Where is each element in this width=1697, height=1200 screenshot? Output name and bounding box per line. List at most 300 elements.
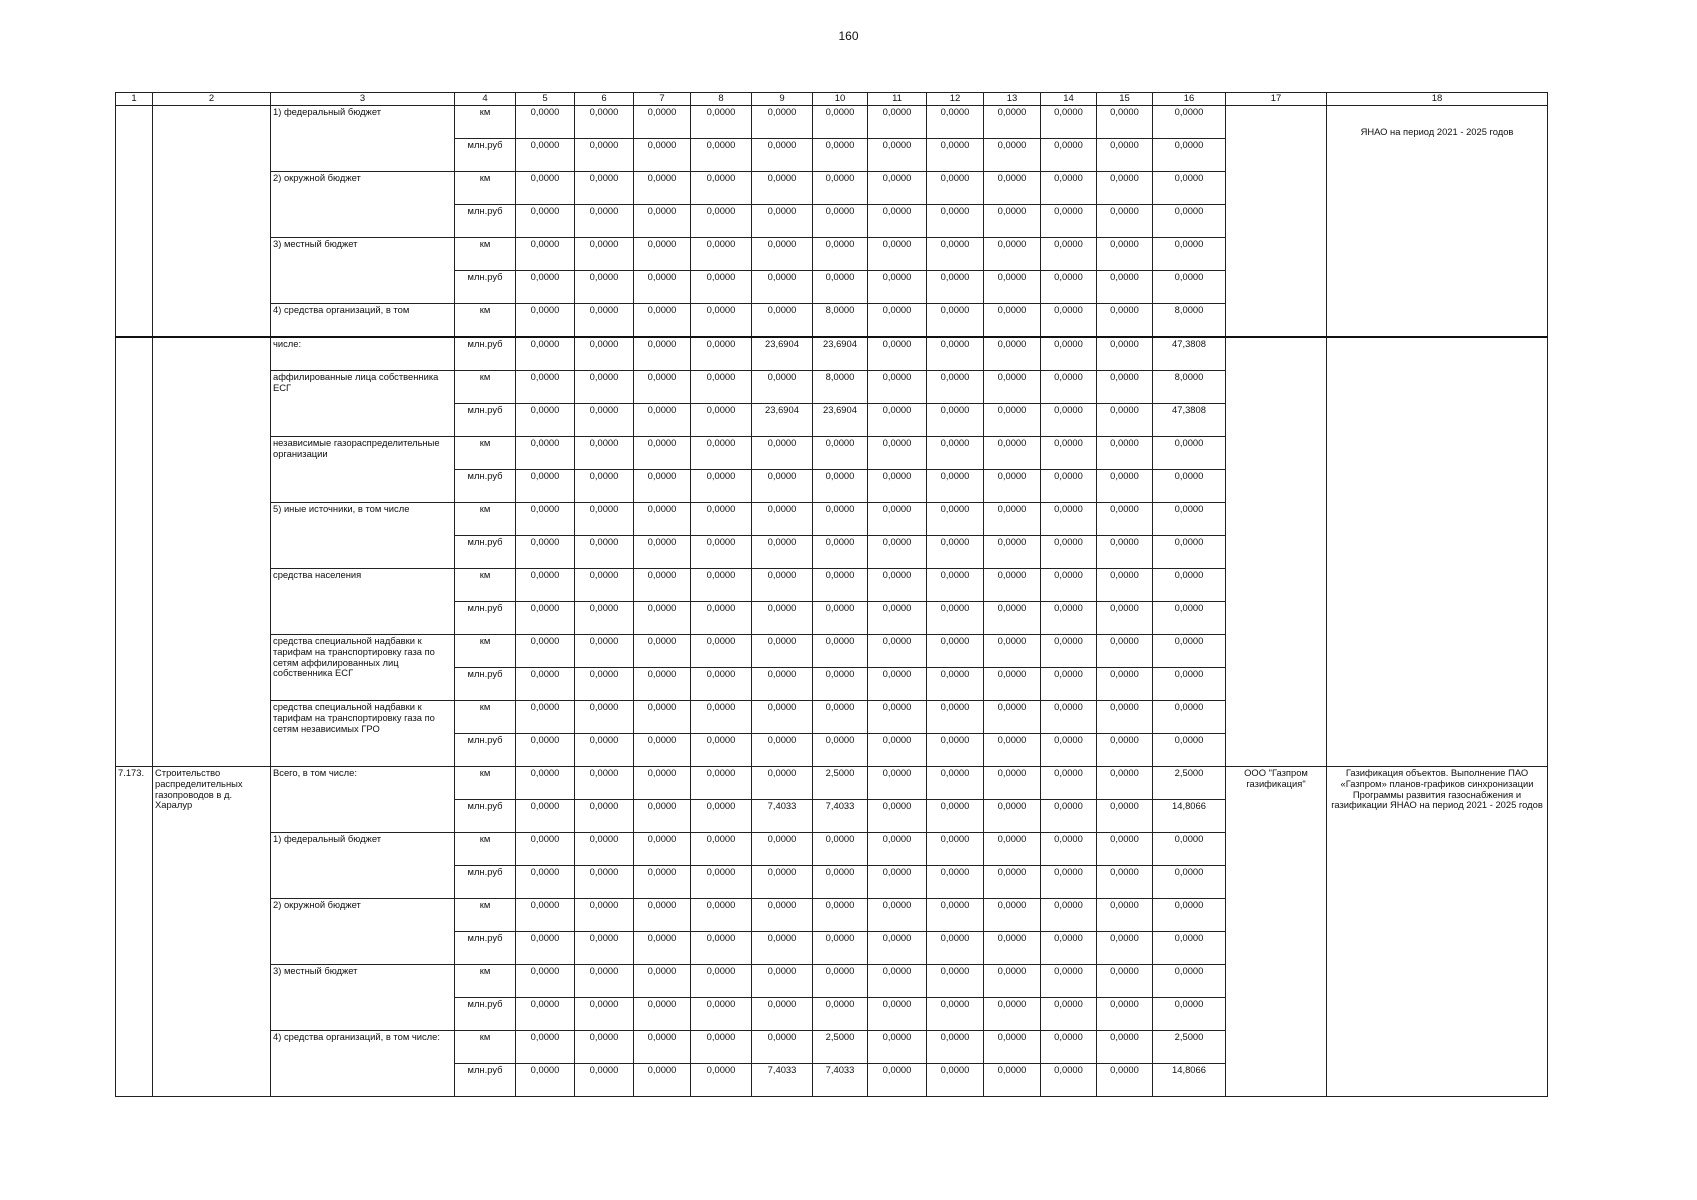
column-header-9: 9: [752, 93, 813, 106]
value-cell: 0,0000: [634, 965, 691, 998]
value-cell: 0,0000: [691, 271, 752, 304]
value-cell: 47,3808: [1153, 404, 1226, 437]
unit-cell: млн.руб: [455, 602, 516, 635]
value-cell: 0,0000: [1041, 635, 1097, 668]
value-cell: 0,0000: [984, 139, 1041, 172]
value-cell: 0,0000: [1153, 899, 1226, 932]
value-cell: 7,4033: [813, 1064, 868, 1097]
funding-source-label: средства населения: [271, 569, 455, 635]
value-cell: 0,0000: [691, 371, 752, 404]
value-cell: 0,0000: [1041, 371, 1097, 404]
value-cell: 0,0000: [575, 536, 634, 569]
value-cell: 0,0000: [927, 470, 984, 503]
value-cell: 0,0000: [1041, 503, 1097, 536]
column-header-5: 5: [516, 93, 575, 106]
value-cell: 0,0000: [868, 569, 927, 602]
value-cell: 0,0000: [984, 701, 1041, 734]
value-cell: 0,0000: [1041, 337, 1097, 371]
value-cell: 14,8066: [1153, 800, 1226, 833]
value-cell: 0,0000: [752, 668, 813, 701]
value-cell: 0,0000: [752, 965, 813, 998]
value-cell: 0,0000: [927, 337, 984, 371]
value-cell: 47,3808: [1153, 337, 1226, 371]
value-cell: 0,0000: [1153, 965, 1226, 998]
column-header-18: 18: [1327, 93, 1548, 106]
value-cell: 0,0000: [575, 106, 634, 139]
value-cell: 0,0000: [1153, 172, 1226, 205]
value-cell: 0,0000: [634, 833, 691, 866]
value-cell: 0,0000: [634, 205, 691, 238]
value-cell: 0,0000: [516, 271, 575, 304]
value-cell: 0,0000: [927, 899, 984, 932]
value-cell: 0,0000: [813, 238, 868, 271]
value-cell: 0,0000: [1041, 767, 1097, 800]
value-cell: 0,0000: [516, 503, 575, 536]
funding-source-label: средства специальной надбавки к тарифам на транспортировку газа по сетям независимых ГРО: [271, 701, 455, 767]
value-cell: 0,0000: [691, 205, 752, 238]
value-cell: 0,0000: [1153, 569, 1226, 602]
unit-cell: млн.руб: [455, 404, 516, 437]
value-cell: 0,0000: [575, 998, 634, 1031]
value-cell: 0,0000: [927, 569, 984, 602]
value-cell: 0,0000: [1097, 1031, 1153, 1064]
value-cell: 0,0000: [1097, 470, 1153, 503]
value-cell: 0,0000: [516, 1064, 575, 1097]
value-cell: 0,0000: [691, 602, 752, 635]
column-number-header: [116, 93, 1548, 106]
value-cell: 0,0000: [1153, 139, 1226, 172]
value-cell: 0,0000: [575, 470, 634, 503]
value-cell: 0,0000: [752, 139, 813, 172]
value-cell: 0,0000: [691, 470, 752, 503]
value-cell: 0,0000: [868, 668, 927, 701]
value-cell: 0,0000: [1097, 106, 1153, 139]
value-cell: 0,0000: [927, 866, 984, 899]
value-cell: 0,0000: [575, 569, 634, 602]
unit-cell: млн.руб: [455, 998, 516, 1031]
value-cell: 0,0000: [752, 767, 813, 800]
value-cell: 0,0000: [575, 800, 634, 833]
value-cell: 0,0000: [516, 965, 575, 998]
value-cell: 0,0000: [813, 437, 868, 470]
item-code: 7.173.: [116, 767, 153, 1097]
value-cell: 0,0000: [927, 139, 984, 172]
value-cell: 0,0000: [1041, 866, 1097, 899]
unit-cell: млн.руб: [455, 470, 516, 503]
unit-cell: млн.руб: [455, 205, 516, 238]
value-cell: 0,0000: [1153, 833, 1226, 866]
unit-cell: км: [455, 833, 516, 866]
value-cell: 0,0000: [691, 899, 752, 932]
value-cell: 0,0000: [634, 734, 691, 767]
value-cell: 0,0000: [1153, 503, 1226, 536]
value-cell: 0,0000: [575, 701, 634, 734]
unit-cell: млн.руб: [455, 337, 516, 371]
value-cell: 0,0000: [752, 205, 813, 238]
value-cell: 0,0000: [868, 602, 927, 635]
value-cell: 0,0000: [575, 503, 634, 536]
value-cell: 0,0000: [516, 337, 575, 371]
value-cell: 0,0000: [691, 932, 752, 965]
value-cell: 0,0000: [691, 106, 752, 139]
column-header-7: 7: [634, 93, 691, 106]
value-cell: 0,0000: [516, 833, 575, 866]
item-name: [153, 106, 271, 338]
value-cell: 0,0000: [1041, 965, 1097, 998]
value-cell: 2,5000: [1153, 767, 1226, 800]
value-cell: 0,0000: [1153, 602, 1226, 635]
column-header-10: 10: [813, 93, 868, 106]
value-cell: 0,0000: [927, 205, 984, 238]
value-cell: 0,0000: [752, 503, 813, 536]
value-cell: 0,0000: [634, 106, 691, 139]
value-cell: 0,0000: [1153, 734, 1226, 767]
value-cell: 0,0000: [1041, 701, 1097, 734]
funding-source-label: средства специальной надбавки к тарифам на транспортировку газа по сетям аффилированных лиц собственника ЕСГ: [271, 635, 455, 701]
column-header-3: 3: [271, 93, 455, 106]
value-cell: 0,0000: [575, 1064, 634, 1097]
value-cell: 8,0000: [1153, 304, 1226, 338]
value-cell: 0,0000: [575, 172, 634, 205]
value-cell: 0,0000: [516, 437, 575, 470]
value-cell: 0,0000: [1041, 536, 1097, 569]
value-cell: 0,0000: [1097, 932, 1153, 965]
value-cell: 0,0000: [516, 106, 575, 139]
table-row: [116, 106, 1548, 139]
value-cell: 0,0000: [575, 866, 634, 899]
value-cell: 0,0000: [752, 371, 813, 404]
value-cell: 0,0000: [927, 1064, 984, 1097]
value-cell: 0,0000: [634, 635, 691, 668]
column-header-16: 16: [1153, 93, 1226, 106]
value-cell: 0,0000: [691, 833, 752, 866]
value-cell: 0,0000: [1153, 536, 1226, 569]
value-cell: 2,5000: [1153, 1031, 1226, 1064]
value-cell: 0,0000: [516, 470, 575, 503]
value-cell: 0,0000: [752, 304, 813, 338]
value-cell: 0,0000: [813, 998, 868, 1031]
value-cell: 0,0000: [984, 470, 1041, 503]
value-cell: 0,0000: [516, 866, 575, 899]
value-cell: 0,0000: [1097, 833, 1153, 866]
unit-cell: млн.руб: [455, 271, 516, 304]
unit-cell: млн.руб: [455, 536, 516, 569]
value-cell: 0,0000: [1041, 569, 1097, 602]
value-cell: 0,0000: [634, 139, 691, 172]
value-cell: 0,0000: [927, 635, 984, 668]
unit-cell: км: [455, 569, 516, 602]
value-cell: 0,0000: [516, 932, 575, 965]
value-cell: 0,0000: [1097, 767, 1153, 800]
value-cell: 0,0000: [868, 998, 927, 1031]
value-cell: 0,0000: [1041, 932, 1097, 965]
unit-cell: км: [455, 503, 516, 536]
value-cell: 0,0000: [984, 437, 1041, 470]
funding-source-label: 1) федеральный бюджет: [271, 106, 455, 172]
value-cell: 0,0000: [1041, 172, 1097, 205]
value-cell: 0,0000: [634, 271, 691, 304]
value-cell: 0,0000: [634, 998, 691, 1031]
funding-source-label: аффилированные лица собственника ЕСГ: [271, 371, 455, 437]
value-cell: 0,0000: [634, 1031, 691, 1064]
value-cell: 0,0000: [691, 1031, 752, 1064]
value-cell: 0,0000: [984, 800, 1041, 833]
value-cell: 0,0000: [868, 932, 927, 965]
value-cell: 0,0000: [752, 998, 813, 1031]
column-header-13: 13: [984, 93, 1041, 106]
value-cell: 0,0000: [1153, 437, 1226, 470]
funding-source-label: 3) местный бюджет: [271, 965, 455, 1031]
value-cell: 0,0000: [813, 172, 868, 205]
value-cell: 0,0000: [516, 998, 575, 1031]
value-cell: 0,0000: [813, 635, 868, 668]
value-cell: 0,0000: [984, 536, 1041, 569]
value-cell: 0,0000: [691, 337, 752, 371]
value-cell: 0,0000: [575, 965, 634, 998]
value-cell: 0,0000: [752, 833, 813, 866]
value-cell: 0,0000: [752, 899, 813, 932]
value-cell: 0,0000: [984, 866, 1041, 899]
value-cell: 0,0000: [575, 371, 634, 404]
value-cell: 0,0000: [868, 404, 927, 437]
value-cell: 0,0000: [691, 701, 752, 734]
value-cell: 0,0000: [868, 1064, 927, 1097]
value-cell: 0,0000: [516, 635, 575, 668]
value-cell: 23,6904: [813, 337, 868, 371]
value-cell: 0,0000: [691, 503, 752, 536]
value-cell: 0,0000: [1041, 899, 1097, 932]
value-cell: 0,0000: [752, 635, 813, 668]
value-cell: 0,0000: [1153, 205, 1226, 238]
value-cell: 0,0000: [984, 304, 1041, 338]
value-cell: 0,0000: [691, 800, 752, 833]
value-cell: 0,0000: [575, 205, 634, 238]
value-cell: 0,0000: [1097, 734, 1153, 767]
value-cell: 0,0000: [813, 668, 868, 701]
value-cell: 0,0000: [1097, 437, 1153, 470]
value-cell: 0,0000: [984, 106, 1041, 139]
value-cell: 0,0000: [868, 800, 927, 833]
column-header-2: 2: [153, 93, 271, 106]
value-cell: 23,6904: [752, 337, 813, 371]
value-cell: 0,0000: [927, 304, 984, 338]
value-cell: 0,0000: [1153, 701, 1226, 734]
value-cell: 0,0000: [691, 569, 752, 602]
value-cell: 0,0000: [1153, 998, 1226, 1031]
value-cell: 2,5000: [813, 1031, 868, 1064]
value-cell: 0,0000: [868, 437, 927, 470]
value-cell: 0,0000: [752, 238, 813, 271]
value-cell: 0,0000: [1153, 932, 1226, 965]
value-cell: 0,0000: [1041, 139, 1097, 172]
value-cell: 0,0000: [984, 172, 1041, 205]
value-cell: 0,0000: [691, 404, 752, 437]
value-cell: 0,0000: [634, 404, 691, 437]
value-cell: 0,0000: [1041, 734, 1097, 767]
unit-cell: км: [455, 767, 516, 800]
value-cell: 0,0000: [516, 701, 575, 734]
value-cell: 0,0000: [813, 271, 868, 304]
value-cell: 0,0000: [691, 734, 752, 767]
value-cell: 0,0000: [516, 371, 575, 404]
unit-cell: млн.руб: [455, 800, 516, 833]
table-row: [116, 337, 1548, 371]
value-cell: 0,0000: [984, 602, 1041, 635]
value-cell: 0,0000: [1097, 404, 1153, 437]
value-cell: 0,0000: [1097, 866, 1153, 899]
note-cell: [1327, 337, 1548, 767]
value-cell: 0,0000: [1097, 998, 1153, 1031]
value-cell: 0,0000: [927, 668, 984, 701]
value-cell: 0,0000: [1153, 238, 1226, 271]
value-cell: 0,0000: [516, 205, 575, 238]
value-cell: 0,0000: [516, 139, 575, 172]
unit-cell: млн.руб: [455, 139, 516, 172]
column-header-1: 1: [116, 93, 153, 106]
unit-cell: км: [455, 701, 516, 734]
unit-cell: км: [455, 437, 516, 470]
value-cell: 0,0000: [752, 734, 813, 767]
value-cell: 0,0000: [927, 701, 984, 734]
item-name: [153, 337, 271, 767]
value-cell: 7,4033: [752, 1064, 813, 1097]
value-cell: 0,0000: [634, 238, 691, 271]
value-cell: 0,0000: [813, 536, 868, 569]
value-cell: 0,0000: [868, 1031, 927, 1064]
value-cell: 0,0000: [691, 304, 752, 338]
value-cell: 0,0000: [868, 866, 927, 899]
value-cell: 0,0000: [634, 899, 691, 932]
value-cell: 8,0000: [813, 371, 868, 404]
unit-cell: км: [455, 106, 516, 139]
value-cell: 0,0000: [691, 998, 752, 1031]
value-cell: 0,0000: [868, 635, 927, 668]
value-cell: 0,0000: [634, 503, 691, 536]
value-cell: 0,0000: [516, 569, 575, 602]
value-cell: 0,0000: [575, 899, 634, 932]
value-cell: 0,0000: [984, 238, 1041, 271]
value-cell: 0,0000: [1153, 271, 1226, 304]
value-cell: 0,0000: [813, 205, 868, 238]
value-cell: 0,0000: [1041, 833, 1097, 866]
value-cell: 0,0000: [868, 899, 927, 932]
unit-cell: км: [455, 172, 516, 205]
value-cell: 0,0000: [813, 965, 868, 998]
funding-source-label: независимые газораспределительные организации: [271, 437, 455, 503]
value-cell: 0,0000: [813, 734, 868, 767]
value-cell: 0,0000: [1041, 668, 1097, 701]
value-cell: 0,0000: [691, 172, 752, 205]
value-cell: 0,0000: [575, 635, 634, 668]
value-cell: 0,0000: [868, 536, 927, 569]
value-cell: 0,0000: [984, 899, 1041, 932]
value-cell: 0,0000: [1041, 404, 1097, 437]
funding-source-label: 1) федеральный бюджет: [271, 833, 455, 899]
funding-source-label: Всего, в том числе:: [271, 767, 455, 833]
value-cell: 0,0000: [984, 404, 1041, 437]
value-cell: 0,0000: [927, 932, 984, 965]
value-cell: 0,0000: [634, 172, 691, 205]
value-cell: 0,0000: [868, 172, 927, 205]
value-cell: 0,0000: [575, 602, 634, 635]
value-cell: 0,0000: [1041, 470, 1097, 503]
value-cell: 0,0000: [984, 503, 1041, 536]
value-cell: 0,0000: [634, 866, 691, 899]
value-cell: 0,0000: [927, 437, 984, 470]
unit-cell: км: [455, 238, 516, 271]
value-cell: 0,0000: [516, 734, 575, 767]
value-cell: 0,0000: [575, 932, 634, 965]
executor-cell: [1226, 337, 1327, 767]
value-cell: 0,0000: [1097, 271, 1153, 304]
value-cell: 0,0000: [516, 304, 575, 338]
value-cell: 0,0000: [752, 437, 813, 470]
value-cell: 0,0000: [813, 866, 868, 899]
value-cell: 0,0000: [813, 503, 868, 536]
value-cell: 23,6904: [813, 404, 868, 437]
value-cell: 0,0000: [813, 139, 868, 172]
value-cell: 0,0000: [1097, 899, 1153, 932]
value-cell: 0,0000: [984, 635, 1041, 668]
unit-cell: км: [455, 1031, 516, 1064]
unit-cell: км: [455, 899, 516, 932]
item-code: [116, 337, 153, 767]
value-cell: 0,0000: [691, 238, 752, 271]
value-cell: 0,0000: [813, 932, 868, 965]
value-cell: 0,0000: [927, 965, 984, 998]
value-cell: 0,0000: [1041, 998, 1097, 1031]
unit-cell: км: [455, 635, 516, 668]
value-cell: 0,0000: [984, 569, 1041, 602]
value-cell: 0,0000: [1097, 304, 1153, 338]
value-cell: 0,0000: [575, 304, 634, 338]
value-cell: 0,0000: [634, 668, 691, 701]
value-cell: 0,0000: [868, 470, 927, 503]
value-cell: 0,0000: [868, 304, 927, 338]
funding-source-label: 3) местный бюджет: [271, 238, 455, 304]
value-cell: 0,0000: [868, 371, 927, 404]
value-cell: 0,0000: [927, 106, 984, 139]
value-cell: 0,0000: [927, 833, 984, 866]
value-cell: 0,0000: [1097, 205, 1153, 238]
value-cell: 0,0000: [752, 536, 813, 569]
value-cell: 0,0000: [927, 767, 984, 800]
value-cell: 0,0000: [634, 767, 691, 800]
value-cell: 7,4033: [813, 800, 868, 833]
value-cell: 7,4033: [752, 800, 813, 833]
value-cell: 0,0000: [1097, 701, 1153, 734]
value-cell: 0,0000: [1153, 866, 1226, 899]
value-cell: 0,0000: [1153, 106, 1226, 139]
value-cell: 0,0000: [1041, 271, 1097, 304]
value-cell: 0,0000: [752, 271, 813, 304]
value-cell: 0,0000: [752, 569, 813, 602]
value-cell: 0,0000: [575, 767, 634, 800]
unit-cell: млн.руб: [455, 932, 516, 965]
column-header-15: 15: [1097, 93, 1153, 106]
value-cell: 0,0000: [575, 734, 634, 767]
value-cell: 0,0000: [984, 337, 1041, 371]
value-cell: 0,0000: [1097, 503, 1153, 536]
value-cell: 0,0000: [868, 734, 927, 767]
value-cell: 0,0000: [868, 337, 927, 371]
value-cell: 0,0000: [984, 965, 1041, 998]
value-cell: 8,0000: [813, 304, 868, 338]
value-cell: 0,0000: [1153, 470, 1226, 503]
column-header-14: 14: [1041, 93, 1097, 106]
value-cell: 0,0000: [984, 767, 1041, 800]
column-header-8: 8: [691, 93, 752, 106]
